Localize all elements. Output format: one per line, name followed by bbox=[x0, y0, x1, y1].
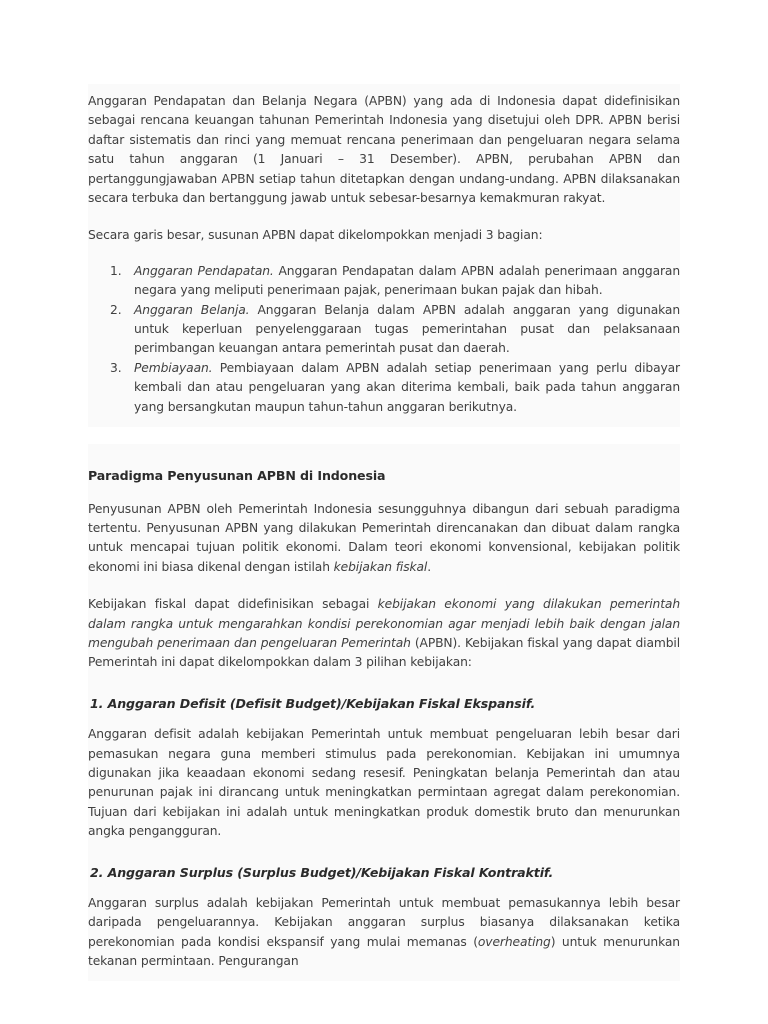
section-gap bbox=[88, 427, 680, 444]
surplus-paragraph bbox=[88, 894, 680, 981]
paragraph-text: Penyusunan APBN oleh Pemerintah Indonesia sesungguhnya dibangun dari sebuah paradigma tertentu. Penyusunan APBN yang dilakukan Pemerintah direncanakan dan dibuat dalam rangka untuk mencapai tujuan politik ekonomi. Dalam teori ekonomi konvensional, kebijakan politik ekonomi ini biasa dikenal dengan istilah bbox=[88, 501, 680, 574]
intro-paragraph: Anggaran Pendapatan dan Belanja Negara (APBN) yang ada di Indonesia dapat didefinisikan sebagai rencana keuangan tahunan Pemerintah Indonesia yang disetujui oleh DPR. APBN berisi daftar sistematis dan rinci yang memuat rencana penerimaan dan pengeluaran negara selama satu tahun anggaran (1 Januari – 31 Desember). APBN, perubahan APBN dan pertanggungjawaban APBN setiap tahun ditetapkan dengan undang-undang. APBN dilaksanakan secara terbuka dan bertanggung jawab untuk sebesar-besarnya kemakmuran rakyat. bbox=[88, 94, 680, 206]
list-number: 2. bbox=[110, 302, 122, 317]
paradigm-section bbox=[88, 444, 680, 981]
list-text: Anggaran Pendapatan dalam APBN adalah penerimaan anggaran negara yang meliputi penerimaan pajak, penerimaan bukan pajak dan hibah. bbox=[134, 263, 681, 298]
paragraph-text: Kebijakan fiskal dapat didefinisikan sebagai bbox=[88, 597, 378, 612]
list-term: Anggaran Pendapatan. bbox=[134, 263, 274, 278]
list-item bbox=[110, 301, 680, 359]
list-term: Pembiayaan. bbox=[134, 360, 213, 375]
list-number: 3. bbox=[110, 360, 122, 375]
intro-section bbox=[88, 84, 680, 427]
apbn-parts-list bbox=[88, 255, 680, 427]
deficit-paragraph: Anggaran defisit adalah kebijakan Pemerintah untuk membuat pengeluaran lebih besar dari pemasukan negara guna memberi stimulus pada perekonomian. Kebijakan ini umumnya digunakan jika keaadaan ekonomi sedang resesif. Peningkatan belanja Pemerintah dan atau penurunan pajak ini dirancang untuk meningkatkan permintaan agregat dalam perekonomian. Tujuan dari kebijakan ini adalah untuk meningkatkan produk domestik bruto dan menurunkan angka pengangguran. bbox=[88, 727, 680, 839]
fiscal-definition-paragraph bbox=[88, 586, 680, 682]
paragraph-text: . bbox=[427, 559, 431, 574]
paragraph-text: (APBN). Kebijakan fiskal yang dapat diambil Pemerintah ini dapat dikelompokkan dalam 3 pilihan kebijakan: bbox=[88, 635, 680, 670]
parts-lead-paragraph: Secara garis besar, susunan APBN dapat dikelompokkan menjadi 3 bagian: bbox=[88, 228, 543, 243]
document-page bbox=[88, 84, 680, 981]
paragraph-text: ) untuk menurunkan tekanan permintaan. Pengurangan bbox=[88, 934, 680, 969]
section-heading: Paradigma Penyusunan APBN di Indonesia bbox=[88, 468, 386, 484]
paradigm-paragraph bbox=[88, 500, 680, 587]
emphasis-text: overheating bbox=[477, 934, 551, 949]
emphasis-text: kebijakan ekonomi yang dilakukan pemerintah dalam rangka untuk mengarahkan kondisi perekonomian agar menjadi lebih baik dengan jalan mengubah penerimaan dan pengeluaran Pemerintah bbox=[88, 597, 680, 650]
list-text: Anggaran Belanja dalam APBN adalah anggaran yang digunakan untuk keperluan penyelenggaraan tugas pemerintahan pusat dan pelaksanaan perimbangan keuangan antara pemerintah pusat dan daerah. bbox=[134, 302, 680, 356]
emphasis-text: kebijakan fiskal bbox=[333, 559, 428, 574]
list-item bbox=[110, 359, 680, 417]
list-text: Pembiayaan dalam APBN adalah setiap penerimaan yang perlu dibayar kembali dan atau pengeluaran yang akan diterima kembali, baik pada tahun anggaran yang bersangkutan maupun tahun-tahun anggaran berikutnya. bbox=[134, 360, 680, 414]
surplus-heading: 2. Anggaran Surplus (Surplus Budget)/Kebijakan Fiskal Kontraktif. bbox=[90, 864, 554, 880]
paragraph-text: Anggaran surplus adalah kebijakan Pemerintah untuk membuat pemasukannya lebih besar daripada pengeluarannya. Kebijakan anggaran surplus biasanya dilaksanakan ketika perekonomian pada kondisi ekspansif yang mulai memanas ( bbox=[88, 896, 680, 949]
deficit-heading: 1. Anggaran Defisit (Defisit Budget)/Kebijakan Fiskal Ekspansif. bbox=[90, 695, 536, 711]
list-number: 1. bbox=[110, 263, 122, 278]
list-item bbox=[110, 262, 681, 301]
list-term: Anggaran Belanja. bbox=[134, 302, 250, 317]
